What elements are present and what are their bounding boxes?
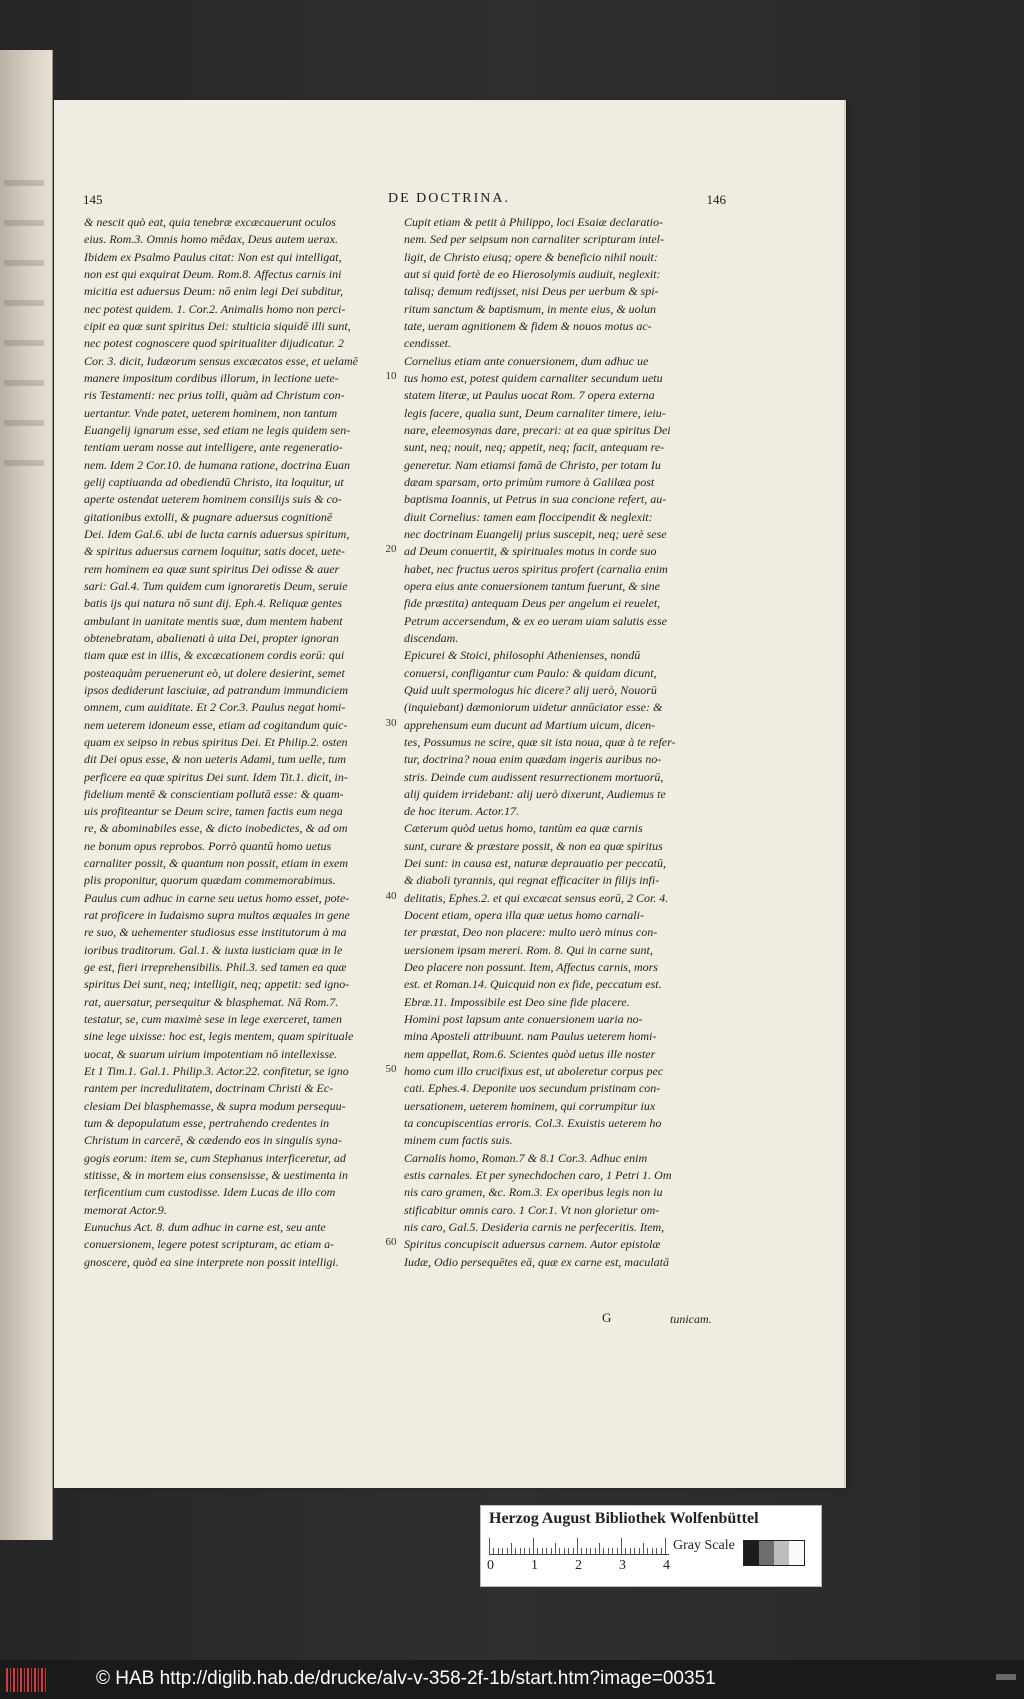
- gray-scale-swatch: [743, 1540, 805, 1566]
- text-line: Dei. Idem Gal.6. ubi de lucta carnis aduersus spiritum,: [84, 526, 350, 541]
- text-line: spiritus Dei sunt, neq; intelligit, neq; appetit: sed igno-: [84, 977, 350, 992]
- text-line: Euangelij ignarum esse, sed etiam ne legis quidem sen-: [84, 422, 351, 437]
- text-line: gitationibus extolli, & pugnare aduersus cognitionē: [84, 509, 333, 524]
- text-line: ritum sanctum & baptismum, in mente eius, & uolun: [404, 301, 656, 316]
- text-line: statem literæ, ut Paulus uocat Rom. 7 opera externa: [404, 388, 655, 403]
- line-number: 20: [385, 543, 397, 556]
- line-number: 40: [385, 889, 397, 902]
- text-line: obtenebratam, abalienati à uita Dei, propter ignoran: [84, 630, 339, 645]
- text-line: gnoscere, quòd ea sine interprete non possit intelligi.: [84, 1254, 339, 1269]
- text-line: Carnalis homo, Roman.7 & 8.1 Cor.3. Adhuc enim: [404, 1150, 648, 1165]
- ruler-number: 0: [487, 1558, 494, 1573]
- text-line: Epicurei & Stoici, philosophi Athenienses, nondū: [404, 648, 641, 663]
- page-number-left: 145: [83, 192, 103, 207]
- text-line: opera eius ante conuersionem tantum fuerunt, & sine: [404, 578, 660, 593]
- text-line: ge est, fieri irreprehensibilis. Phil.3. sed tamen ea quæ: [84, 960, 347, 975]
- text-line: tes, Possumus ne scire, quæ sit ista noua, quæ à te refer-: [404, 734, 676, 749]
- text-line: re suo, & uehementer studiosus esse institutorum à ma: [84, 925, 347, 940]
- text-line: & nescit quò eat, quia tenebræ excæcauerunt oculos: [84, 215, 336, 229]
- text-line: plis proponitur, quorum quædam commemorabimus.: [84, 873, 336, 888]
- running-header: [54, 192, 844, 212]
- text-line: posteaquàm peruenerunt eò, ut dolere desierint, semet: [84, 665, 345, 680]
- text-line: uis profiteantur se Deum scire, tamen factis eum nega: [84, 804, 343, 819]
- text-line: ta concupiscentias erroris. Col.3. Exuistis ueterem ho: [404, 1116, 662, 1131]
- text-line: aperte ostendat ueterem hominem consilijs suis & co-: [84, 492, 342, 507]
- library-name: Herzog August Bibliothek Wolfenbüttel: [489, 1510, 759, 1527]
- text-line: ad Deum conuertit, & spirituales motus in corde suo: [404, 544, 657, 559]
- text-line: ambulant in uanitate mentis suæ, dum mentem habent: [84, 613, 343, 628]
- text-line: legis facere, qualia sunt, Deum carnaliter timere, ieiu-: [404, 405, 666, 420]
- text-line: ipsos dediderunt lasciuiæ, ad patrandum immundiciem: [84, 682, 348, 697]
- text-line: sine lege uixisse: hoc est, legis mentem, quam spirituale: [84, 1029, 354, 1044]
- text-line: Eunuchus Act. 8. dum adhuc in carne est, seu ante: [84, 1220, 326, 1235]
- line-number: 60: [385, 1236, 397, 1249]
- text-line: Cor. 3. dicit, Iudæorum sensus excæcatos esse, et uelamē: [84, 353, 358, 368]
- line-number: 50: [385, 1063, 397, 1076]
- text-line: manere impositum cordibus illorum, in lectione uete-: [84, 370, 339, 385]
- text-line: batis ijs qui natura nō sunt dij. Eph.4. Reliquæ gentes: [84, 596, 342, 611]
- text-line: Paulus cum adhuc in carne seu uetus homo esset, pote-: [84, 890, 350, 905]
- text-line: tus homo est, potest quidem carnaliter secundum uetu: [404, 370, 663, 385]
- text-line: sunt, neq; nouit, neq; appetit, neq; facit, antequam re-: [404, 440, 665, 455]
- text-line: est. et Roman.14. Quicquid non ex fide, peccatum est.: [404, 977, 662, 992]
- text-line: ioribus traditorum. Gal.1. & iuxta iusticiam quæ in le: [84, 942, 343, 957]
- text-line: aut si quid fortè de eo Hierosolymis audiuit, neglexit:: [404, 266, 661, 281]
- text-line: sari: Gal.4. Tum quidem cum ignoraretis Deum, seruie: [84, 578, 348, 593]
- text-line: clesiam Dei blasphemasse, & supra modum persequu-: [84, 1098, 346, 1113]
- text-line: nare, eleemosynas dare, precari: at ea quæ spiritus Dei: [404, 422, 671, 437]
- text-line: generetur. Nam etiamsi famā de Christo, per totam Iu: [404, 457, 661, 472]
- text-line: rat proficere in Iudaismo supra multos æquales in gene: [84, 908, 350, 923]
- catchword: tunicam.: [670, 1312, 712, 1326]
- text-line: de hoc iterum. Actor.17.: [404, 804, 520, 819]
- text-line: Spiritus concupiscit aduersus carnem. Autor epistolæ: [404, 1237, 661, 1252]
- text-line: Ibidem ex Psalmo Paulus citat: Non est qui intelligat,: [84, 249, 342, 264]
- text-line: uocat, & suarum uirium impotentiam nō intellexisse.: [84, 1046, 338, 1061]
- text-line: gogis eorum: item se, cum Stephanus interficeretur, ad: [84, 1150, 346, 1165]
- text-line: mina Aposteli attribuunt. nam Paulus ueterem homi-: [404, 1029, 657, 1044]
- text-line: nec potest quidem. 1. Cor.2. Animalis homo non perci-: [84, 301, 346, 316]
- text-line: nis caro gramen, &c. Rom.3. Ex operibus legis non iu: [404, 1185, 663, 1200]
- text-line: Deo placere non possunt. Item, Affectus carnis, mors: [404, 960, 658, 975]
- right-text-column: [404, 214, 700, 1271]
- text-line: dit Dei opus esse, & non ueteris Adami, tum uelle, tum: [84, 752, 347, 767]
- text-line: apprehensum eum ducunt ad Martium uicum, dicen-: [404, 717, 656, 732]
- text-line: re, & abominabiles esse, & dicto inobedictes, & ad om: [84, 821, 348, 836]
- text-line: eius. Rom.3. Omnis homo mēdax, Deus autem uerax.: [84, 232, 338, 247]
- text-line: nem ueterem idoneum esse, etiam ad cogitandum quic-: [84, 717, 348, 732]
- text-line: habet, nec fructus ueros spiritus profert (carnalia enim: [404, 561, 668, 576]
- left-text-column: [84, 214, 380, 1271]
- footer-bar: [0, 1660, 1024, 1699]
- text-line: alij quidem irridebant: alij uerò dixerunt, Audiemus te: [404, 786, 666, 801]
- text-line: cati. Ephes.4. Deponite uos secundum pristinam con-: [404, 1081, 661, 1096]
- text-line: nem appellat, Rom.6. Scientes quòd uetus ille noster: [404, 1046, 656, 1061]
- book-page: [54, 100, 844, 1488]
- text-line: memorat Actor.9.: [84, 1202, 167, 1217]
- ruler-number: 3: [619, 1558, 626, 1573]
- text-line: diuit Cornelius: tamen eam floccipendit & neglexit:: [404, 509, 653, 524]
- text-line: uertantur. Vnde patet, ueterem hominem, non tantum: [84, 405, 338, 420]
- text-line: Iudæ, Odio persequētes eā, quæ ex carne est, maculatā: [404, 1254, 669, 1269]
- text-line: nec doctrinam Euangelij prius suscepit, neq; uerè sese: [404, 526, 667, 541]
- text-line: non est qui exquirat Deum. Rom.8. Affectus carnis ini: [84, 266, 342, 281]
- text-line: quam ex seipso in rebus spiritus Dei. Et Philip.2. osten: [84, 734, 348, 749]
- text-line: stris. Deinde cum audissent resurrectionem mortuorū,: [404, 769, 664, 784]
- text-line: conuersionem, legere potest scripturam, ac etiam a-: [84, 1237, 335, 1252]
- line-number: 30: [385, 716, 397, 729]
- text-line: nec potest cognoscere quod spiritualiter dijudicatur. 2: [84, 336, 344, 351]
- text-line: terficentium cum custodisse. Idem Lucas de illo com: [84, 1185, 336, 1200]
- barcode-icon: [6, 1668, 46, 1692]
- text-line: rantem per incredulitatem, doctrinam Christi & Ec-: [84, 1081, 334, 1096]
- text-line: minem cum factis suis.: [404, 1133, 513, 1148]
- text-line: (inquiebant) dæmoniorum uidetur annūciator esse: &: [404, 700, 663, 715]
- text-line: ne bonum opus reprobos. Porrò quantū homo uetus: [84, 838, 332, 853]
- text-line: & spiritus aduersus carnem loquitur, satis docet, uete-: [84, 544, 345, 559]
- text-line: sunt, curare & præstare possit, & non ea quæ spiritus: [404, 838, 663, 853]
- text-line: carnaliter possit, & quantum non possit, etiam in exem: [84, 856, 348, 871]
- text-line: delitatis, Ephes.2. et qui excæcat sensus eorū, 2 Cor. 4.: [404, 890, 669, 905]
- text-line: nem. Sed per seipsum non carnaliter scripturam intel-: [404, 232, 664, 247]
- corner-mark: [996, 1674, 1016, 1680]
- text-line: tum & depopulatum esse, pertrahendo credentes in: [84, 1116, 330, 1131]
- text-line: nem. Idem 2 Cor.10. de humana ratione, doctrina Euan: [84, 457, 350, 472]
- running-title: DE DOCTRINA.: [388, 191, 510, 206]
- text-line: perficere ea quæ spiritus Dei sunt. Idem Tit.1. dicit, in-: [84, 769, 348, 784]
- text-line: nis caro, Gal.5. Desideria carnis ne perfeceritis. Item,: [404, 1220, 665, 1235]
- text-line: Ebræ.11. Impossibile est Deo sine fide placere.: [404, 994, 630, 1009]
- text-line: rem hominem ea quæ sunt spiritus Dei odisse & auer: [84, 561, 340, 576]
- text-line: tate, ueram agnitionem & fidem & nouos motus ac-: [404, 318, 652, 333]
- text-line: Cornelius etiam ante conuersionem, dum adhuc ue: [404, 353, 649, 368]
- text-line: talisq; demum redijsset, nisi Deus per uerbum & spi-: [404, 284, 659, 299]
- text-line: ter præstat, Deo non placere: multo uerò minus con-: [404, 925, 658, 940]
- text-line: tiam quæ est in illis, & excæcationem cordis eorū: qui: [84, 648, 345, 663]
- text-line: & diaboli tyrannis, qui regnat efficaciter in filijs infi-: [404, 873, 660, 888]
- text-line: Petrum accersendum, & ex eo ueram uiam salutis esse: [404, 613, 667, 628]
- text-line: ris Testamenti: nec prius tolli, quàm ad Christum con-: [84, 388, 345, 403]
- gray-scale-label: Gray Scale: [673, 1538, 735, 1553]
- text-line: uersionem ipsam mereri. Rom. 8. Qui in carne sunt,: [404, 942, 653, 957]
- page-number-right: 146: [706, 192, 726, 207]
- text-line: Christum in carcerē, & cædendo eos in singulis syna-: [84, 1133, 342, 1148]
- text-line: Et 1 Tim.1. Gal.1. Philip.3. Actor.22. confitetur, se igno: [84, 1064, 349, 1079]
- text-line: cipit ea quæ sunt spiritus Dei: stulticia siquidē illi sunt,: [84, 318, 351, 333]
- ruler: [489, 1536, 669, 1555]
- ruler-number: 2: [575, 1558, 582, 1573]
- text-line: cendisset.: [404, 336, 451, 351]
- text-line: omnem, cum auiditate. Et 2 Cor.3. Paulus negat homi-: [84, 700, 346, 715]
- text-line: stificabitur omnis caro. 1 Cor.1. Vt non glorietur om-: [404, 1202, 660, 1217]
- color-scale-card: [480, 1505, 822, 1587]
- text-line: stitisse, & in mortem eius consensisse, & uestimenta in: [84, 1168, 348, 1183]
- previous-page-edge: [0, 50, 53, 1540]
- text-line: homo cum illo crucifixus est, ut aboleretur corpus pec: [404, 1064, 664, 1079]
- ruler-number: 4: [663, 1558, 670, 1573]
- text-line: Homini post lapsum ante conuersionem uaria no-: [404, 1012, 643, 1027]
- text-line: conuersi, confligantur cum Paulo: & quidam dicunt,: [404, 665, 657, 680]
- text-line: uersationem, ueterem hominem, qui corrumpitur iux: [404, 1098, 656, 1113]
- text-line: Dei sunt: in causa est, naturæ deprauatio per peccatū,: [404, 856, 666, 871]
- text-line: discendam.: [404, 630, 459, 645]
- text-line: Cupit etiam & petit à Philippo, loci Esaiæ declaratio-: [404, 215, 663, 229]
- text-line: tentiam ueram nosse aut intelligere, ante regeneratio-: [84, 440, 343, 455]
- text-line: fide præstita) antequam Deus per angelum ei reuelet,: [404, 596, 661, 611]
- ruler-number: 1: [531, 1558, 538, 1573]
- text-line: fidelium mentē & conscientiam pollutā esse: & quam-: [84, 786, 344, 801]
- text-line: gelij captiuanda ad obediendū Christo, ita loquitur, ut: [84, 474, 344, 489]
- source-url[interactable]: © HAB http://diglib.hab.de/drucke/alv-v-358-2f-1b/start.htm?image=00351: [96, 1668, 716, 1689]
- signature-mark: G: [602, 1310, 612, 1325]
- text-line: tur, doctrina? noua enim quædam ingeris auribus no-: [404, 752, 662, 767]
- text-line: micitia est aduersus Deum: nō enim legi Dei subditur,: [84, 284, 343, 299]
- text-line: baptisma Ioannis, ut Petrus in sua concione refert, au-: [404, 492, 667, 507]
- text-line: testatur, se, cum maximè sese in lege exerceret, tamen: [84, 1012, 343, 1027]
- text-line: Cæterum quòd uetus homo, tantùm ea quæ carnis: [404, 821, 643, 836]
- text-line: rat, auersatur, persequitur & blasphemat. Nā Rom.7.: [84, 994, 339, 1009]
- text-line: estis carnales. Et per synechdochen caro, 1 Petri 1. Om: [404, 1168, 672, 1183]
- text-line: Quid uult spermologus hic dicere? alij uerò, Nouorū: [404, 682, 657, 697]
- line-number: 10: [385, 369, 397, 382]
- text-line: dæam sparsam, orto primùm rumore à Galilæa post: [404, 474, 655, 489]
- text-line: ligit, de Christo eiusq; opere & beneficio nihil nouit:: [404, 249, 658, 264]
- text-line: Docent etiam, opera illa quæ uetus homo carnali-: [404, 908, 644, 923]
